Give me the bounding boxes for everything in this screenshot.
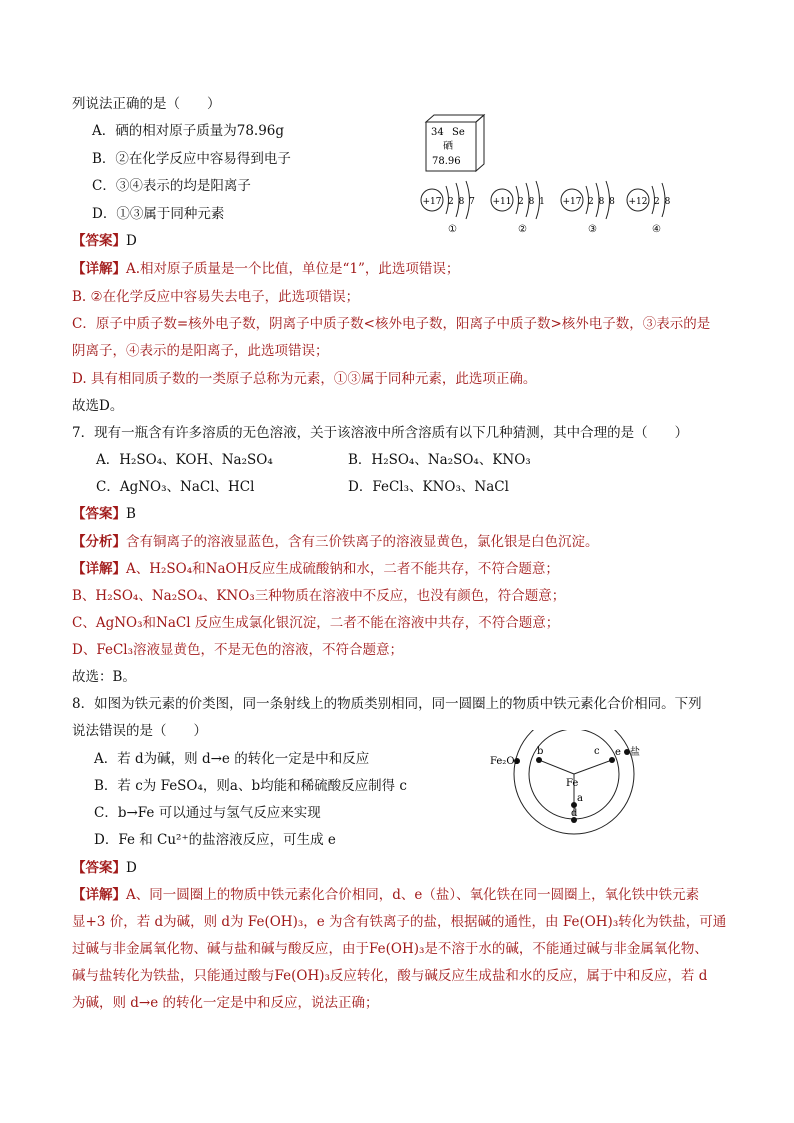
q6-stem: 列说法正确的是（ ） xyxy=(72,96,221,112)
q6-detail-2: B. ②在化学反应中容易失去电子，此选项错误； xyxy=(72,289,360,305)
structure-3 xyxy=(561,181,615,235)
q8-option-c: C．b→Fe 可以通过与氢气反应来实现 xyxy=(94,805,321,821)
q6-detail-3: C．原子中质子数=核外电子数，阴离子中质子数<核外电子数，阳离子中质子数>核外电子数，③表示的是 xyxy=(72,316,711,332)
point-c-label: c xyxy=(594,746,600,757)
q7-detail-1: 【详解】A、H₂SO₄和NaOH反应生成硫酸钠和水，二者不能共存，不符合题意； xyxy=(72,561,559,577)
q7-detail-4: D、FeCl₃溶液显黄色，不是无色的溶液，不符合题意； xyxy=(72,642,403,658)
q7-detail-2: B、H₂SO₄、Na₂SO₄、KNO₃三种物质在溶液中不反应，也没有颜色，符合题意； xyxy=(72,588,566,604)
q8-stem-1: 8．如图为铁元素的价类图，同一条射线上的物质类别相同，同一圆圈上的物质中铁元素化合价相同。下列 xyxy=(72,696,702,712)
q7-analysis: 【分析】含有铜离子的溶液显蓝色，含有三价铁离子的溶液显黄色，氯化银是白色沉淀。 xyxy=(72,534,599,550)
q8-detail-5: 为碱，则 d→e 的转化一定是中和反应，说法正确； xyxy=(72,995,379,1011)
q6-option-b: B．②在化学反应中容易得到电子 xyxy=(92,151,291,167)
iron-valence-diagram xyxy=(484,730,664,850)
q7-conclusion: 故选：B。 xyxy=(72,669,136,685)
q6-detail-1: 【详解】A.相对原子质量是一个比值，单位是“1”，此选项错误； xyxy=(72,261,460,277)
q8-stem-2: 说法错误的是（ ） xyxy=(72,723,207,739)
svg-text:2 8 7: 2 8 7 xyxy=(448,197,475,207)
structure-1 xyxy=(421,181,475,235)
salt-label: 盐 xyxy=(630,747,640,758)
q8-detail-3: 过碱与非金属氧化物、碱与盐和碱与酸反应，由于Fe(OH)₃是不溶于水的碱，不能通过碱与非金属氧化物、 xyxy=(72,941,708,957)
atomic-structures xyxy=(418,178,678,236)
q7-stem: 7．现有一瓶含有许多溶质的无色溶液，关于该溶液中所含溶质有以下几种猜测，其中合理的是（ ） xyxy=(72,425,689,441)
q6-answer: 【答案】D xyxy=(72,233,137,249)
q7-option-b: B．H₂SO₄、Na₂SO₄、KNO₃ xyxy=(348,452,531,468)
svg-text:③: ③ xyxy=(588,224,597,235)
q6-option-d: D．①③属于同种元素 xyxy=(92,206,225,222)
structure-4 xyxy=(627,183,671,235)
fe2o3-label: Fe₂O₃ xyxy=(490,756,519,767)
q8-detail-4: 碱与盐转化为铁盐，只能通过酸与Fe(OH)₃反应转化，酸与碱反应生成盐和水的反应，属于中和反应，若 d xyxy=(72,968,708,984)
element-symbol: Se xyxy=(452,127,465,138)
q7-detail-3: C、AgNO₃和NaCl 反应生成氯化银沉淀，二者不能在溶液中共存，不符合题意； xyxy=(72,615,560,631)
svg-text:2 8 1: 2 8 1 xyxy=(518,197,545,207)
selenium-element-box xyxy=(420,112,490,174)
svg-text:2 8: 2 8 xyxy=(654,197,671,207)
q6-conclusion: 故选D。 xyxy=(72,398,124,414)
svg-text:+12: +12 xyxy=(628,197,648,207)
svg-text:④: ④ xyxy=(652,224,661,235)
point-d-label: d xyxy=(571,808,578,819)
point-b-label: b xyxy=(537,746,544,757)
point-e-label: e xyxy=(615,747,621,758)
q6-option-c: C．③④表示的均是阳离子 xyxy=(92,178,251,194)
q8-detail-2: 显+3 价，若 d为碱，则 d为 Fe(OH)₃，e 为含有铁离子的盐，根据碱的通性，由 Fe(OH)₃转化为铁盐，可通 xyxy=(72,914,727,930)
svg-text:+17: +17 xyxy=(562,197,582,207)
q6-detail-5: D. 具有相同质子数的一类原子总称为元素，①③属于同种元素，此选项正确。 xyxy=(72,371,537,387)
q8-option-a: A．若 d为碱，则 d→e 的转化一定是中和反应 xyxy=(94,751,370,767)
svg-text:②: ② xyxy=(518,224,527,235)
fe-center-label: Fe xyxy=(566,778,579,789)
q6-option-a: A．硒的相对原子质量为78.96g xyxy=(92,123,285,139)
q7-option-c: C．AgNO₃、NaCl、HCl xyxy=(96,479,255,495)
svg-text:2 8 8: 2 8 8 xyxy=(588,197,615,207)
q6-detail-4: 阴离子，④表示的是阳离子，此选项错误； xyxy=(72,343,329,359)
structure-2 xyxy=(491,181,545,235)
svg-text:+11: +11 xyxy=(492,197,512,207)
q8-option-b: B．若 c为 FeSO₄，则a、b均能和稀硫酸反应制得 c xyxy=(94,778,407,794)
q7-option-d: D．FeCl₃、KNO₃、NaCl xyxy=(348,479,509,495)
point-a-label: a xyxy=(577,793,583,804)
q8-option-d: D．Fe 和 Cu²⁺的盐溶液反应，可生成 e xyxy=(94,832,336,848)
q7-answer: 【答案】B xyxy=(72,506,136,522)
q8-answer: 【答案】D xyxy=(72,860,137,876)
q7-option-a: A．H₂SO₄、KOH、Na₂SO₄ xyxy=(96,452,273,468)
element-mass: 78.96 xyxy=(432,156,461,167)
svg-text:①: ① xyxy=(448,224,457,235)
q8-detail-1: 【详解】A、同一圆圈上的物质中铁元素化合价相同，d、e（盐）、氧化铁在同一圆圈上，氧化铁中铁元素 xyxy=(72,887,700,903)
svg-text:+17: +17 xyxy=(422,197,442,207)
element-number: 34 xyxy=(431,127,444,138)
element-name: 硒 xyxy=(443,141,453,152)
